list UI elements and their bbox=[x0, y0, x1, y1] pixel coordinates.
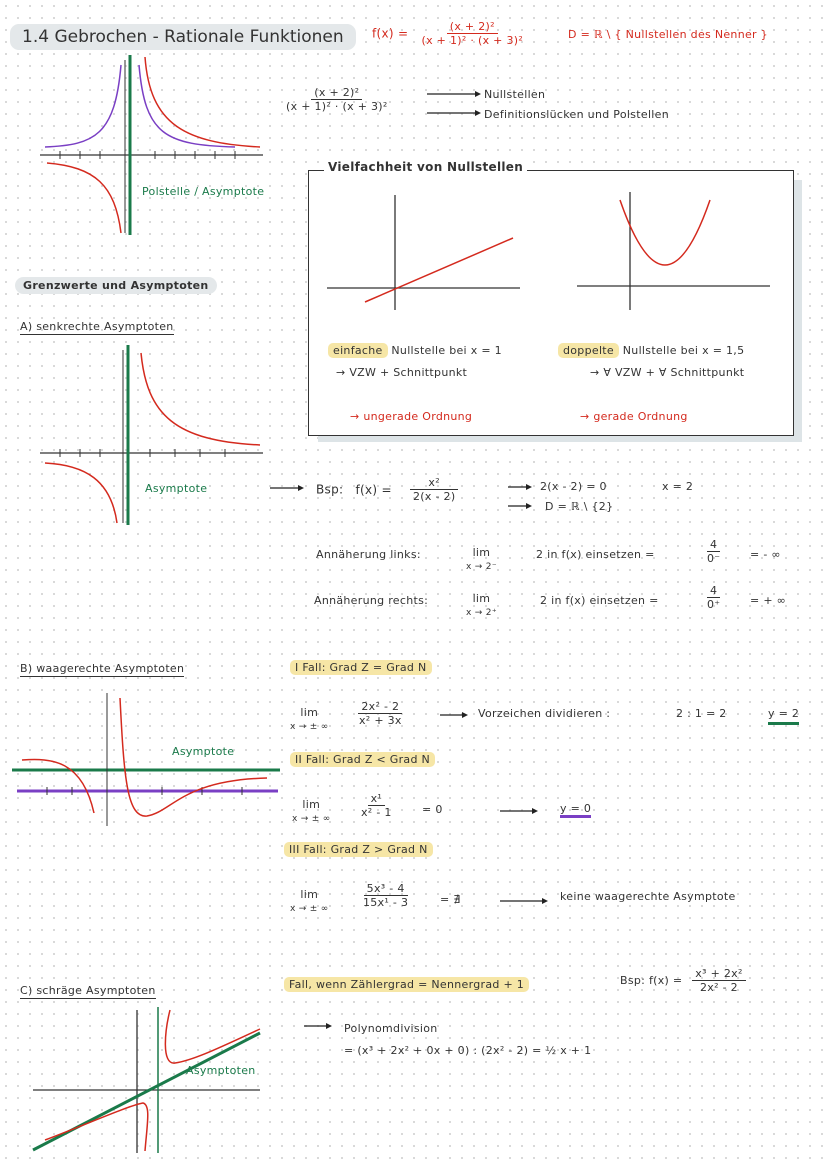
case3-result: keine waagerechte Asymptote bbox=[560, 890, 736, 903]
approach-right-text: 2 in f(x) einsetzen = bbox=[540, 594, 659, 607]
header-fraction bbox=[418, 20, 526, 47]
case1-text: Vorzeichen dividieren : bbox=[478, 707, 611, 720]
bsp-a-r1: 2(x - 2) = 0 bbox=[540, 480, 607, 493]
bsp-a-r1b: x = 2 bbox=[662, 480, 694, 493]
case3-arrow bbox=[500, 896, 550, 906]
approach-left-label: Annäherung links: bbox=[316, 548, 421, 561]
vertical-asymptote-graph bbox=[35, 345, 265, 525]
simple-root-line1: Nullstelle bei x = 1 bbox=[387, 344, 502, 357]
bsp-a-num: x² bbox=[410, 476, 458, 490]
section-a-title: A) senkrechte Asymptoten bbox=[20, 320, 174, 333]
case2-eq: = 0 bbox=[422, 803, 443, 816]
oblique-bsp-fraction: $\frac{\text{x³ + 2x²}}{\text{2x² - 2}}$ bbox=[692, 967, 745, 994]
case3-lim: lim x → ± ∞ bbox=[290, 888, 329, 914]
page-title: 1.4 Gebrochen - Rationale Funktionen bbox=[10, 24, 356, 50]
approach-left-text: 2 in f(x) einsetzen = bbox=[536, 548, 655, 561]
bsp-a-r2: D = ℝ \ {2} bbox=[545, 500, 614, 513]
double-root-line2: → ∀ VZW + ∀ Schnittpunkt bbox=[590, 366, 745, 379]
pole-graph bbox=[35, 55, 265, 235]
bsp-a bbox=[316, 476, 458, 503]
case1-result: y = 2 bbox=[768, 707, 799, 725]
multiplicity-heading: Vielfachheit von Nullstellen bbox=[324, 160, 527, 174]
bsp-a-fraction bbox=[410, 476, 458, 503]
intro-arrows bbox=[425, 88, 485, 118]
approach-right-lim: lim x → 2⁺ bbox=[466, 592, 497, 618]
header-f-label: f(x) = bbox=[372, 26, 409, 41]
oblique-bsp bbox=[620, 967, 746, 994]
oblique-asymptote-label: Asymptoten bbox=[186, 1064, 256, 1077]
case1-label: I Fall: Grad Z = Grad N bbox=[290, 660, 432, 675]
header-f-num: (x + 2)² bbox=[447, 20, 498, 34]
case2-fraction: $\frac{\text{x¹}}{\text{x² - 1}}$ bbox=[361, 792, 392, 819]
section-b-title: B) waagerechte Asymptoten bbox=[20, 662, 185, 675]
oblique-asymptote-graph bbox=[25, 1005, 265, 1155]
header-f-den: (x + 1)² · (x + 3)² bbox=[421, 34, 524, 47]
case2-result: y = 0 bbox=[560, 802, 591, 818]
section-c-title: C) schräge Asymptoten bbox=[20, 984, 156, 997]
approach-right-result: = + ∞ bbox=[750, 594, 787, 607]
simple-root-result: → ungerade Ordnung bbox=[350, 410, 473, 423]
intro-frac-den: (x + 1)² · (x + 3)² bbox=[286, 100, 388, 113]
simple-root-highlight: einfache bbox=[328, 343, 388, 358]
vertical-asymptote-label: Asymptote bbox=[145, 482, 208, 495]
bsp-a-den: 2(x - 2) bbox=[412, 490, 456, 503]
simple-root-graph bbox=[325, 190, 525, 310]
case2-label: II Fall: Grad Z < Grad N bbox=[290, 752, 435, 767]
header-function bbox=[372, 20, 526, 47]
bsp-a-label: Bsp: bbox=[316, 482, 344, 497]
poly-equation: = (x³ + 2x² + 0x + 0) : (2x² - 2) = ½ x + 1 bbox=[344, 1044, 592, 1057]
case1-lim: lim x → ± ∞ bbox=[290, 706, 329, 732]
case1-arrow bbox=[440, 710, 470, 720]
approach-right-label: Annäherung rechts: bbox=[314, 594, 429, 607]
intro-arrow2-text: Definitionslücken und Polstellen bbox=[484, 108, 669, 121]
approach-left-lim: lim x → 2⁻ bbox=[466, 546, 497, 572]
approach-left-result: = - ∞ bbox=[750, 548, 781, 561]
horizontal-asymptote-graph bbox=[12, 688, 282, 828]
case3-label: III Fall: Grad Z > Grad N bbox=[284, 842, 433, 857]
oblique-case: Fall, wenn Zählergrad = Nennergrad + 1 bbox=[284, 977, 529, 992]
poly-label: Polynomdivision bbox=[344, 1022, 438, 1035]
case2-lim: lim x → ± ∞ bbox=[292, 798, 331, 824]
case3-fraction: $\frac{\text{5x³ - 4}}{\text{15x¹ - 3}}$ bbox=[363, 882, 409, 909]
simple-root-text bbox=[328, 344, 502, 357]
intro-arrow1-text: Nullstellen bbox=[484, 88, 546, 101]
double-root-graph bbox=[575, 190, 775, 310]
intro-frac-num: (x + 2)² bbox=[311, 86, 362, 100]
simple-root-line2: → VZW + Schnittpunkt bbox=[336, 366, 468, 379]
case2-arrow bbox=[500, 806, 540, 816]
poly-arrow bbox=[304, 1021, 334, 1031]
pole-graph-label: Polstelle / Asymptote bbox=[142, 185, 265, 198]
bsp-a-result-arrows bbox=[508, 482, 534, 512]
double-root-result: → gerade Ordnung bbox=[580, 410, 688, 423]
approach-left-fraction: $\frac{4}{0^-}$ bbox=[707, 538, 721, 565]
oblique-bsp-label: Bsp: f(x) = bbox=[620, 974, 683, 987]
case3-eq: = ∄ bbox=[440, 893, 461, 906]
double-root-text bbox=[558, 344, 744, 357]
horizontal-asymptote-label: Asymptote bbox=[172, 745, 235, 758]
header-domain: D = ℝ \ { Nullstellen des Nenner } bbox=[568, 28, 768, 41]
bsp-a-f: f(x) = bbox=[355, 482, 392, 497]
case1-calc: 2 : 1 = 2 bbox=[676, 707, 727, 720]
approach-right-fraction: $\frac{4}{0^+}$ bbox=[707, 584, 721, 611]
double-root-line1: Nullstelle bei x = 1,5 bbox=[618, 344, 745, 357]
case1-fraction: $\frac{\text{2x² - 2}}{\text{x² + 3x}}$ bbox=[359, 700, 402, 727]
double-root-highlight: doppelte bbox=[558, 343, 619, 358]
bsp-arrow bbox=[270, 483, 306, 493]
intro-fraction bbox=[283, 86, 391, 113]
limits-heading: Grenzwerte und Asymptoten bbox=[15, 277, 217, 294]
